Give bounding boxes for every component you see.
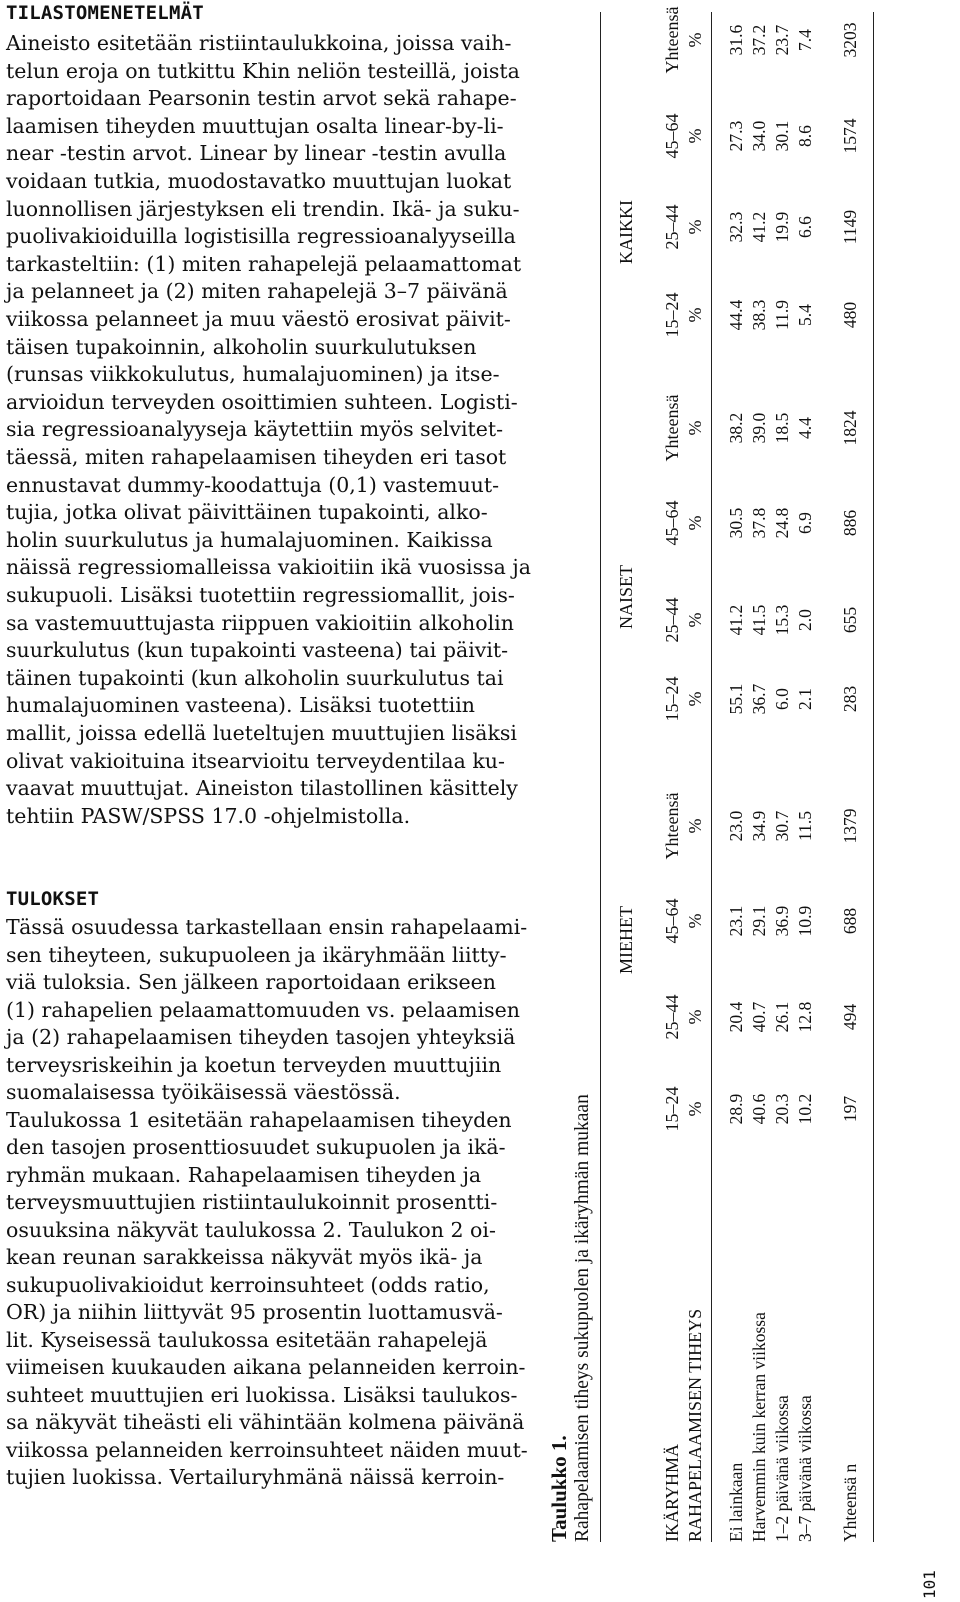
table-cell: 10.9 — [795, 905, 815, 937]
table-cell: 30.1 — [772, 120, 792, 152]
table-cell: 31.6 — [726, 24, 746, 56]
table-cell: 41.2 — [726, 604, 746, 636]
paragraph-line: osuuksina näkyvät taulukossa 2. Taulukon 2 oi- — [6, 1217, 496, 1242]
table-cell: 28.9 — [726, 1093, 746, 1125]
table-cell: 15.3 — [772, 604, 792, 636]
table-cell: 32.3 — [726, 211, 746, 243]
paragraph-line: raportoidaan Pearsonin testin arvot sekä rahape- — [6, 86, 517, 111]
paragraph-line: täessä, miten rahapelaamisen tiheyden eri tasot — [6, 445, 507, 469]
column-unit: % — [685, 307, 705, 323]
group-header: NAISET — [616, 565, 636, 629]
table-bottom-rule — [873, 12, 874, 1542]
column-label: 45–64 — [662, 500, 682, 546]
table-cell: 34.9 — [749, 810, 769, 842]
paragraph-line: viikossa pelanneiden kerroinsuhteet näiden muut- — [6, 1437, 528, 1462]
paragraph-line: sia regressioanalyyseja käytettiin myös selvitet- — [6, 417, 504, 442]
table-cell: 6.0 — [772, 688, 792, 710]
column-unit: % — [685, 1101, 705, 1117]
paragraph-line: OR) ja niihin liittyvät 95 prosentin luottamusvä- — [6, 1300, 503, 1324]
paragraph-line: telun eroja on tutkittu Khin neliön testeillä, joista — [6, 58, 520, 83]
paragraph-line: ryhmän mukaan. Rahapelaamisen tiheyden ja — [6, 1162, 482, 1187]
column-unit: % — [685, 691, 705, 707]
column-label: 25–44 — [662, 204, 682, 250]
table-cell-total: 655 — [840, 606, 860, 634]
paragraph-line: terveysriskeihin ja koetun terveyden muuttujiin — [6, 1052, 502, 1077]
paragraph-line: ennustavat dummy-koodattuja (0,1) vastemuut- — [6, 472, 500, 497]
table-1 — [545, 0, 955, 1602]
table-cell: 2.0 — [795, 609, 815, 631]
paragraph-line: sukupuolivakioidut kerroinsuhteet (odds ratio, — [6, 1272, 490, 1297]
paragraph-line: Taulukossa 1 esitetään rahapelaamisen tiheyden — [6, 1107, 512, 1132]
table-cell: 39.0 — [749, 412, 769, 444]
paragraph-line: (1) rahapelien pelaamattomuuden vs. pelaamisen — [6, 997, 521, 1022]
group-header: MIEHET — [616, 906, 636, 974]
paragraph-line: kean reunan sarakkeissa näkyvät myös ikä- ja — [6, 1245, 483, 1269]
paragraph-line: mallit, joissa edellä lueteltujen muuttujien lisäksi — [6, 721, 517, 745]
table-cell: 6.6 — [795, 216, 815, 238]
table-cell: 55.1 — [726, 683, 746, 715]
table-cell-total: 1824 — [840, 410, 860, 446]
table-header-rule — [711, 12, 712, 1542]
column-unit: % — [685, 420, 705, 436]
table-cell: 37.8 — [749, 507, 769, 539]
table-cell-total: 283 — [840, 685, 860, 713]
column-unit: % — [685, 515, 705, 531]
paragraph-line: holin suurkulutus ja humalajuominen. Kaikissa — [6, 527, 493, 552]
table-cell: 23.0 — [726, 810, 746, 842]
paragraph-line: viimeisen kuukauden aikana pelanneiden kerroin- — [6, 1355, 526, 1379]
paragraph-line: sa näkyvät tiheästi eli vähintään kolmena päivänä — [6, 1410, 525, 1434]
table-cell: 5.4 — [795, 304, 815, 326]
column-label: 25–44 — [662, 597, 682, 643]
row-label: Harvemmin kuin kerran viikossa — [749, 1312, 769, 1542]
column-unit: % — [685, 818, 705, 834]
table-cell: 30.7 — [772, 810, 792, 842]
table-cell: 38.2 — [726, 412, 746, 444]
table-cell: 41.5 — [749, 604, 769, 636]
paragraph-line: näissä regressiomalleissa vakioitiin ikä vuosissa ja — [6, 555, 531, 580]
table-cell: 12.8 — [795, 1001, 815, 1033]
group-header: KAIKKI — [616, 200, 636, 264]
paragraph-line: täinen tupakointi (kun alkoholin suurkulutus tai — [6, 665, 504, 690]
row-header-ikaryhma: IKÄRYHMÄ — [662, 1443, 682, 1542]
column-unit: % — [685, 32, 705, 48]
table-cell: 18.5 — [772, 412, 792, 444]
column-label: 45–64 — [662, 898, 682, 944]
paragraph-line: tujia, jotka olivat päivittäinen tupakointi, alko- — [6, 500, 488, 525]
paragraph-line: olivat vakioituina itsearvioitu terveydentilaa ku- — [6, 748, 505, 773]
paragraph-line: puolivakioiduilla logistisilla regressioanalyyseilla — [6, 224, 516, 249]
paragraph-line: ja pelanneet ja (2) miten rahapelejä 3–7 päivänä — [6, 279, 508, 304]
table-cell: 11.9 — [772, 300, 792, 330]
table-cell: 44.4 — [726, 299, 746, 331]
paragraph-line: lit. Kyseisessä taulukossa esitetään rahapelejä — [6, 1327, 488, 1352]
table-cell: 37.2 — [749, 24, 769, 56]
table-cell-total: 1574 — [840, 118, 860, 154]
table-cell-total: 1379 — [840, 808, 860, 844]
paragraph-line: ja (2) rahapelaamisen tiheyden tasojen yhteyksiä — [6, 1025, 516, 1049]
table-cell-total: 3203 — [840, 22, 860, 58]
table-cell: 2.1 — [795, 688, 815, 710]
column-label: Yhteensä — [662, 394, 682, 462]
row-label-total: Yhteensä n — [840, 1463, 860, 1542]
paragraph-line: (runsas viikkokulutus, humalajuominen) ja itse- — [6, 362, 500, 387]
paragraph-line: terveysmuuttujien ristiintaulukoinnit prosentti- — [6, 1190, 498, 1214]
table-cell: 29.1 — [749, 905, 769, 937]
row-label: 1–2 päivänä viikossa — [772, 1395, 792, 1542]
section-heading-tilastomenetelmat: TILASTOMENETELMÄT — [6, 2, 204, 24]
table-cell: 24.8 — [772, 507, 792, 539]
table-caption-text: Rahapelaamisen tiheys sukupuolen ja ikäryhmän mukaan — [572, 1094, 593, 1542]
table-cell: 8.6 — [795, 125, 815, 147]
paragraph-line: suomalaisessa työikäisessä väestössä. — [6, 1080, 401, 1104]
column-label: Yhteensä — [662, 6, 682, 74]
table-cell: 11.5 — [795, 811, 815, 841]
paragraph-line: arvioidun terveyden osoittimien suhteen. Logisti- — [6, 389, 518, 414]
section-heading-tulokset: TULOKSET — [6, 888, 100, 910]
column-label: 25–44 — [662, 994, 682, 1040]
paragraph-line: den tasojen prosenttiosuudet sukupuolen ja ikä- — [6, 1135, 506, 1159]
table-cell: 34.0 — [749, 120, 769, 152]
paragraph-line: tarkasteltiin: (1) miten rahapelejä pelaamattomat — [6, 251, 522, 276]
paragraph-line: sen tiheyteen, sukupuoleen ja ikäryhmään liitty- — [6, 942, 507, 967]
paragraph-line: viikossa pelanneet ja muu väestö erosivat päivit- — [6, 307, 511, 331]
column-label: 15–24 — [662, 1086, 682, 1132]
paragraph-line: vaavat muuttujat. Aineiston tilastollinen käsittely — [6, 776, 518, 801]
table-cell-total: 494 — [840, 1003, 860, 1031]
paragraph-line: voidaan tutkia, muodostavatko muuttujan luokat — [6, 169, 512, 193]
table-cell: 26.1 — [772, 1001, 792, 1033]
table-cell: 41.2 — [749, 211, 769, 243]
column-unit: % — [685, 128, 705, 144]
page-number: 101 — [920, 1570, 939, 1599]
table-cell: 4.4 — [795, 417, 815, 439]
table-cell: 40.6 — [749, 1093, 769, 1125]
column-label: 15–24 — [662, 676, 682, 722]
paragraph-line: sa vastemuuttujasta riippuen vakioitiin alkoholin — [6, 610, 514, 635]
table-cell: 6.9 — [795, 512, 815, 534]
column-label: 45–64 — [662, 113, 682, 159]
table-cell: 23.7 — [772, 24, 792, 56]
table-cell-total: 688 — [840, 907, 860, 935]
table-top-rule — [600, 12, 601, 1542]
column-unit: % — [685, 612, 705, 628]
column-unit: % — [685, 913, 705, 929]
row-label: 3–7 päivänä viikossa — [795, 1395, 815, 1542]
row-label: Ei lainkaan — [726, 1462, 746, 1542]
row-header-tiheys: RAHAPELAAMISEN TIHEYS — [685, 1308, 705, 1542]
paragraph-line: suurkulutus (kun tupakointi vasteena) tai päivit- — [6, 638, 509, 663]
paragraph-line: Aineisto esitetään ristiintaulukkoina, joissa vaih- — [6, 31, 512, 55]
table-cell-total: 1149 — [840, 209, 860, 245]
column-unit: % — [685, 1009, 705, 1025]
table-cell: 20.4 — [726, 1001, 746, 1033]
paragraph-line: luonnollisen järjestyksen eli trendin. Ikä- ja suku- — [6, 196, 520, 221]
table-cell: 36.7 — [749, 683, 769, 715]
paragraph-line: viä tuloksia. Sen jälkeen raportoidaan erikseen — [6, 970, 497, 994]
column-unit: % — [685, 219, 705, 235]
paragraph-line: sukupuoli. Lisäksi tuotettiin regressiomallit, jois- — [6, 583, 515, 607]
paragraph-line: suhteet muuttujien eri luokissa. Lisäksi taulukos- — [6, 1382, 518, 1407]
table-cell: 20.3 — [772, 1093, 792, 1125]
table-cell: 40.7 — [749, 1001, 769, 1033]
paragraph-line: tujien luokissa. Vertailuryhmänä näissä kerroin- — [6, 1465, 505, 1489]
table-cell-total: 886 — [840, 509, 860, 537]
table-cell: 23.1 — [726, 905, 746, 937]
column-label: Yhteensä — [662, 792, 682, 860]
table-cell: 36.9 — [772, 905, 792, 937]
table-cell: 38.3 — [749, 299, 769, 331]
table-cell: 19.9 — [772, 211, 792, 243]
table-cell-total: 480 — [840, 301, 860, 329]
paragraph-line: humalajuominen vasteena). Lisäksi tuotettiin — [6, 693, 475, 718]
table-cell: 7.4 — [795, 29, 815, 51]
paragraph-line: Tässä osuudessa tarkastellaan ensin rahapelaami- — [6, 915, 528, 939]
paragraph-line: laamisen tiheyden muuttujan osalta linear-by-li- — [6, 113, 504, 138]
table-cell: 10.2 — [795, 1093, 815, 1125]
paragraph-line: near -testin arvot. Linear by linear -testin avulla — [6, 141, 507, 166]
column-label: 15–24 — [662, 292, 682, 338]
table-caption-title: Taulukko 1. — [547, 1435, 571, 1542]
paragraph-line: täisen tupakoinnin, alkoholin suurkulutuksen — [6, 334, 477, 359]
table-cell: 30.5 — [726, 507, 746, 539]
paragraph-line: tehtiin PASW/SPSS 17.0 -ohjelmistolla. — [6, 803, 411, 828]
table-cell-total: 197 — [840, 1095, 860, 1123]
table-cell: 27.3 — [726, 120, 746, 152]
